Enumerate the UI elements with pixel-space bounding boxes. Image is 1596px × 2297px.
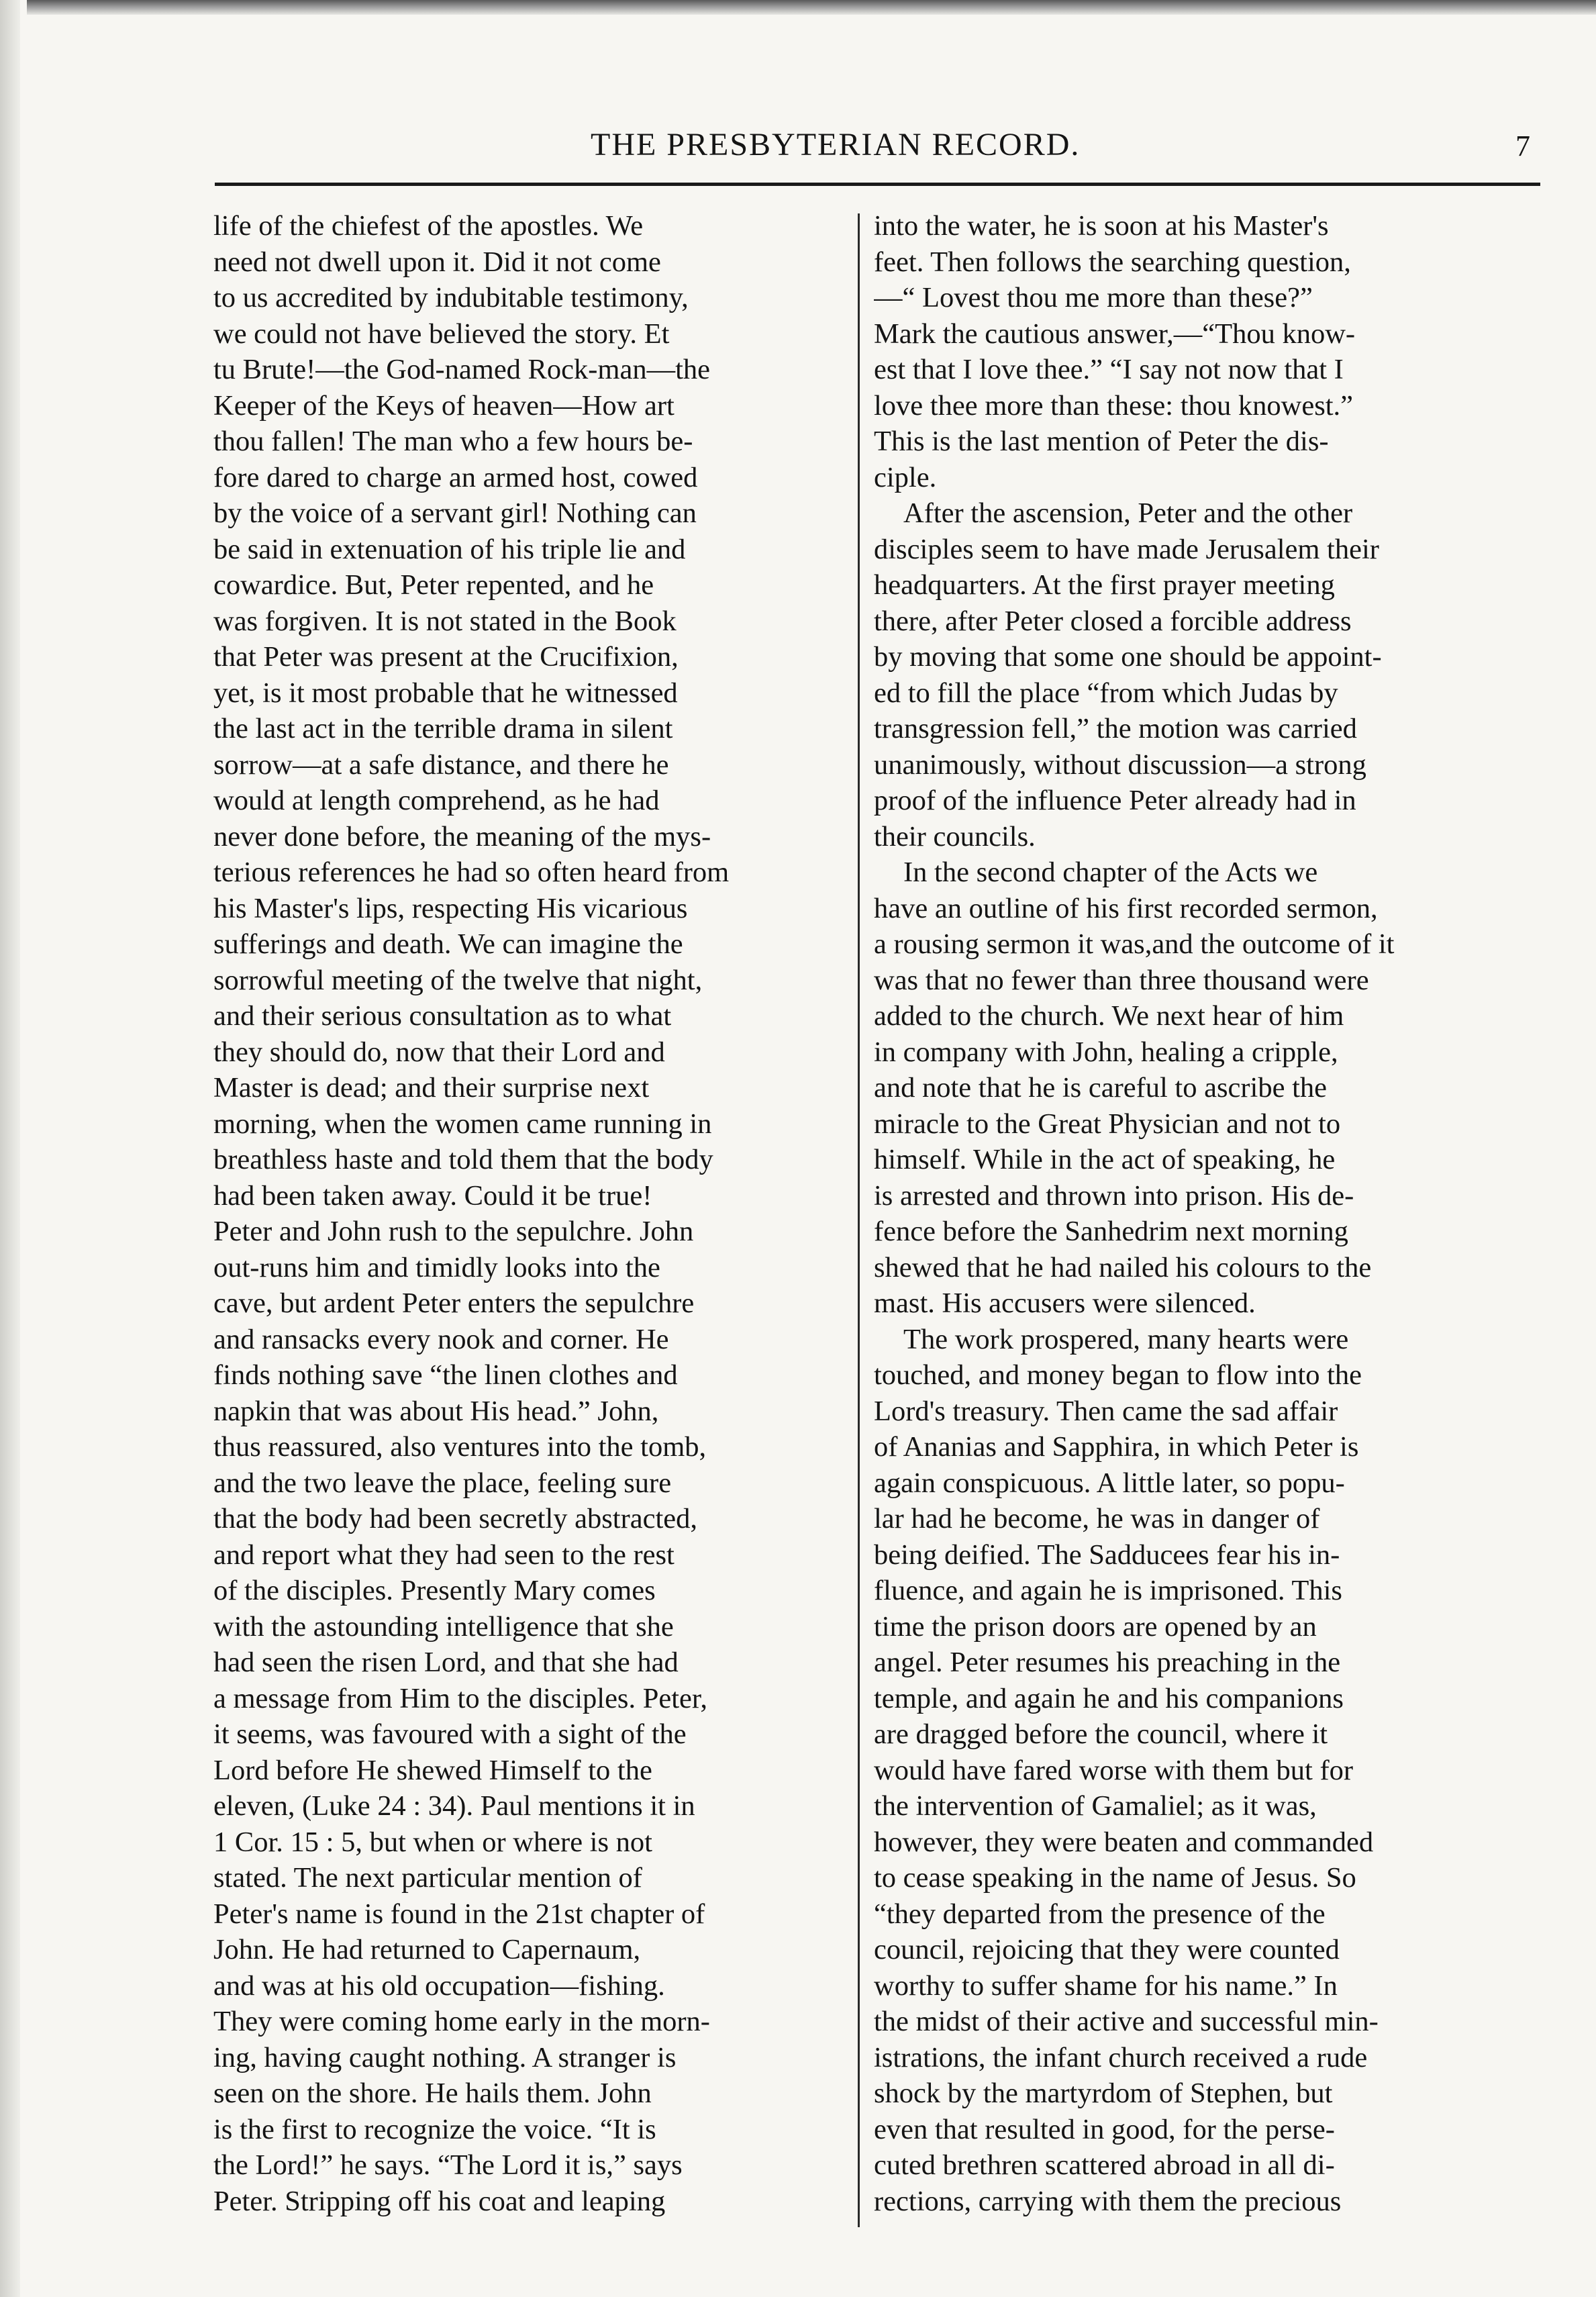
text-line: into the water, he is soon at his Master's xyxy=(874,210,1329,242)
text-line: cowardice. But, Peter repented, and he xyxy=(213,569,654,601)
text-line: a message from Him to the disciples. Peter, xyxy=(213,1682,707,1714)
text-line: the last act in the terrible drama in silent xyxy=(213,713,673,744)
text-line: would have fared worse with them but for xyxy=(874,1754,1354,1786)
left-column xyxy=(213,208,844,2262)
text-line: headquarters. At the first prayer meeting xyxy=(874,569,1335,601)
text-line: and was at his old occupation—fishing. xyxy=(213,1969,665,2002)
text-line: Keeper of the Keys of heaven—How art xyxy=(213,389,675,422)
text-line: est that I love thee.” “I say not now that I xyxy=(874,354,1344,385)
text-line: Peter's name is found in the 21st chapter of xyxy=(213,1898,705,1930)
text-line: sufferings and death. We can imagine the xyxy=(213,928,683,960)
text-line: stated. The next particular mention of xyxy=(213,1862,642,1894)
text-line: lar had he become, he was in danger of xyxy=(874,1503,1320,1534)
text-line: there, after Peter closed a forcible address xyxy=(874,605,1352,637)
text-line: napkin that was about His head.” John, xyxy=(213,1395,659,1427)
text-line: seen on the shore. He hails them. John xyxy=(213,2078,652,2109)
text-line: terious references he had so often heard from xyxy=(213,857,730,888)
text-line: life of the chiefest of the apostles. We xyxy=(213,210,644,242)
text-line: by moving that some one should be appoint- xyxy=(874,641,1382,673)
text-line: by the voice of a servant girl! Nothing can xyxy=(213,497,697,529)
text-line: thus reassured, also ventures into the tomb, xyxy=(213,1431,707,1463)
text-line: and the two leave the place, feeling sure xyxy=(213,1467,672,1499)
text-line: is the first to recognize the voice. “It is xyxy=(213,2113,656,2145)
text-line: angel. Peter resumes his preaching in the xyxy=(874,1647,1341,1678)
text-line: shewed that he had nailed his colours to the xyxy=(874,1251,1372,1283)
page-top-edge xyxy=(27,0,1596,15)
text-line: fence before the Sanhedrim next morning xyxy=(874,1216,1348,1247)
text-line: council, rejoicing that they were counted xyxy=(874,1934,1340,1965)
text-line: transgression fell,” the motion was carried xyxy=(874,713,1357,744)
text-line: the Lord!” he says. “The Lord it is,” says xyxy=(213,2149,683,2181)
journal-title: THE PRESBYTERIAN RECORD. xyxy=(591,127,1081,162)
text-line: temple, and again he and his companions xyxy=(874,1682,1344,1714)
right-column-paragraph xyxy=(874,1322,1508,2220)
text-line: had seen the risen Lord, and that she had xyxy=(213,1647,679,1678)
text-line: morning, when the women came running in xyxy=(213,1108,712,1140)
text-line: sorrowful meeting of the twelve that night, xyxy=(213,964,703,996)
column-divider xyxy=(858,213,860,2227)
text-line: that the body had been secretly abstracted, xyxy=(213,1503,698,1534)
text-line: was that no fewer than three thousand were xyxy=(874,964,1369,996)
text-line: of Ananias and Sapphira, in which Peter is xyxy=(874,1431,1359,1463)
text-line: The work prospered, many hearts were xyxy=(903,1323,1349,1355)
text-line: proof of the influence Peter already had in xyxy=(874,785,1356,816)
right-column-paragraph xyxy=(874,495,1508,854)
text-line: rections, carrying with them the precious xyxy=(874,2185,1342,2217)
text-line: ed to fill the place “from which Judas by xyxy=(874,677,1338,709)
text-line: In the second chapter of the Acts we xyxy=(903,857,1318,888)
text-line: was forgiven. It is not stated in the Book xyxy=(213,605,677,637)
text-line: sorrow—at a safe distance, and there he xyxy=(213,748,669,781)
right-column-paragraph xyxy=(874,854,1508,1322)
text-line: miracle to the Great Physician and not to xyxy=(874,1108,1341,1140)
text-line: we could not have believed the story. Et xyxy=(213,317,670,350)
text-line: worthy to suffer shame for his name.” In xyxy=(874,1969,1338,2002)
text-line: be said in extenuation of his triple lie and xyxy=(213,533,686,565)
text-line: feet. Then follows the searching question, xyxy=(874,246,1351,278)
text-line: would at length comprehend, as he had xyxy=(213,785,660,816)
page-number: 7 xyxy=(1515,130,1530,162)
text-line: and their serious consultation as to what xyxy=(213,1000,672,1032)
text-line: finds nothing save “the linen clothes and xyxy=(213,1359,678,1391)
text-line: again conspicuous. A little later, so popu- xyxy=(874,1467,1345,1499)
text-line: Lord before He shewed Himself to the xyxy=(213,1754,652,1786)
text-line: They were coming home early in the morn- xyxy=(213,2006,710,2037)
text-line: Lord's treasury. Then came the sad affair xyxy=(874,1395,1338,1427)
running-header xyxy=(215,126,1544,173)
text-line: breathless haste and told them that the body xyxy=(213,1144,713,1175)
text-line: have an outline of his first recorded sermon, xyxy=(874,892,1378,924)
text-line: Mark the cautious answer,—“Thou know- xyxy=(874,317,1356,350)
text-line: disciples seem to have made Jerusalem their xyxy=(874,533,1379,565)
text-line: After the ascension, Peter and the other xyxy=(903,497,1353,529)
text-line: ing, having caught nothing. A stranger is xyxy=(213,2041,677,2073)
text-line: eleven, (Luke 24 : 34). Paul mentions it in xyxy=(213,1790,695,1822)
text-line: —“ Lovest thou me more than these?” xyxy=(874,282,1313,313)
text-line: however, they were beaten and commanded xyxy=(874,1826,1374,1858)
right-column-paragraph xyxy=(874,208,1508,495)
text-line: and ransacks every nook and corner. He xyxy=(213,1323,669,1355)
text-line: to us accredited by indubitable testimony, xyxy=(213,282,689,313)
text-line: fluence, and again he is imprisoned. This xyxy=(874,1575,1342,1606)
text-line: Peter. Stripping off his coat and leaping xyxy=(213,2185,666,2217)
text-line: tu Brute!—the God-named Rock-man—the xyxy=(213,354,711,385)
text-line: Master is dead; and their surprise next xyxy=(213,1072,650,1104)
text-line: out-runs him and timidly looks into the xyxy=(213,1251,660,1283)
header-rule xyxy=(215,183,1540,186)
text-line: istrations, the infant church received a rude xyxy=(874,2041,1368,2073)
text-line: that Peter was present at the Crucifixion, xyxy=(213,641,679,673)
text-line: yet, is it most probable that he witnessed xyxy=(213,677,678,709)
text-line: the midst of their active and successful min- xyxy=(874,2006,1379,2037)
text-line: a rousing sermon it was,and the outcome of it xyxy=(874,928,1395,960)
text-line: in company with John, healing a cripple, xyxy=(874,1036,1338,1068)
text-line: are dragged before the council, where it xyxy=(874,1718,1328,1750)
text-line: time the prison doors are opened by an xyxy=(874,1610,1317,1643)
text-line: ciple. xyxy=(874,461,937,493)
text-line: John. He had returned to Capernaum, xyxy=(213,1934,641,1965)
text-line: his Master's lips, respecting His vicarious xyxy=(213,892,688,924)
text-line: 1 Cor. 15 : 5, but when or where is not xyxy=(213,1826,652,1858)
left-column-paragraph xyxy=(213,208,844,2219)
text-line: shock by the martyrdom of Stephen, but xyxy=(874,2078,1333,2109)
text-line: cuted brethren scattered abroad in all di- xyxy=(874,2149,1335,2181)
text-line: mast. His accusers were silenced. xyxy=(874,1287,1256,1319)
text-line: had been taken away. Could it be true! xyxy=(213,1179,652,1212)
text-line: with the astounding intelligence that she xyxy=(213,1610,674,1643)
text-line: Peter and John rush to the sepulchre. John xyxy=(213,1216,694,1247)
text-line: “they departed from the presence of the xyxy=(874,1898,1326,1930)
page-left-edge xyxy=(0,0,20,2297)
text-line: thou fallen! The man who a few hours be- xyxy=(213,426,693,457)
text-line: fore dared to charge an armed host, cowed xyxy=(213,461,698,493)
text-line: and note that he is careful to ascribe the xyxy=(874,1072,1327,1104)
text-line: cave, but ardent Peter enters the sepulchre xyxy=(213,1287,695,1319)
text-line: their councils. xyxy=(874,820,1036,852)
text-line: and report what they had seen to the rest xyxy=(213,1538,675,1571)
text-line: to cease speaking in the name of Jesus. So xyxy=(874,1862,1356,1894)
text-line: himself. While in the act of speaking, he xyxy=(874,1144,1336,1175)
text-line: touched, and money began to flow into the xyxy=(874,1359,1362,1391)
text-line: they should do, now that their Lord and xyxy=(213,1036,665,1068)
text-line: the intervention of Gamaliel; as it was, xyxy=(874,1790,1317,1822)
text-line: it seems, was favoured with a sight of the xyxy=(213,1718,687,1750)
text-line: This is the last mention of Peter the dis- xyxy=(874,426,1329,457)
text-line: is arrested and thrown into prison. His de- xyxy=(874,1179,1354,1212)
text-line: even that resulted in good, for the perse- xyxy=(874,2113,1335,2145)
text-line: being deified. The Sadducees fear his in- xyxy=(874,1538,1340,1571)
text-line: never done before, the meaning of the mys- xyxy=(213,820,711,852)
text-line: need not dwell upon it. Did it not come xyxy=(213,246,661,278)
text-line: love thee more than these: thou knowest.” xyxy=(874,389,1354,422)
text-line: added to the church. We next hear of him xyxy=(874,1000,1344,1032)
right-column xyxy=(874,208,1508,2262)
text-line: of the disciples. Presently Mary comes xyxy=(213,1575,656,1606)
text-line: unanimously, without discussion—a strong xyxy=(874,748,1366,781)
